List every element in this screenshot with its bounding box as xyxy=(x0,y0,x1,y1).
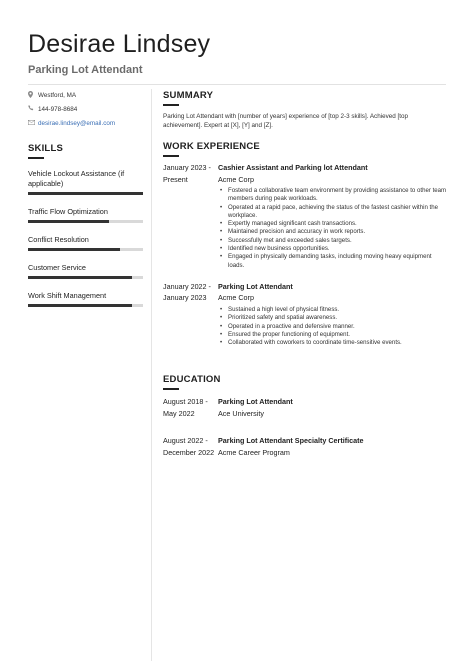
skill-item xyxy=(28,235,146,251)
bullet-item: • Engaged in physically demanding tasks, including moving heavy equipment loads. xyxy=(218,253,447,270)
education-degree: Parking Lot Attendant Specialty Certificate xyxy=(218,436,364,445)
bullet-item: • Prioritized safety and spatial awareness. xyxy=(218,314,447,322)
bullet-item: • Collaborated with coworkers to coordinate time-sensitive events. xyxy=(218,339,447,347)
skill-level-bar xyxy=(28,276,143,279)
skill-label: Conflict Resolution xyxy=(28,235,89,244)
job-entry xyxy=(163,162,447,270)
education-degree: Parking Lot Attendant xyxy=(218,397,293,406)
skill-item xyxy=(28,263,146,279)
heading-underline xyxy=(163,155,179,157)
education-heading: EDUCATION xyxy=(163,374,221,385)
heading-underline xyxy=(163,104,179,106)
skill-level-bar xyxy=(28,304,143,307)
skill-level-bar xyxy=(28,248,143,251)
education-section xyxy=(163,374,447,458)
email-link[interactable]: desirae.lindsey@email.com xyxy=(38,119,116,127)
location-text: Westford, MA xyxy=(38,91,77,99)
bullet-item: • Sustained a high level of physical fitness. xyxy=(218,306,447,314)
education-entry xyxy=(163,396,447,419)
bullet-item: • Operated in a proactive and defensive manner. xyxy=(218,323,447,331)
job-company: Acme Corp xyxy=(218,293,254,303)
phone-icon xyxy=(28,105,38,113)
skill-item xyxy=(28,291,146,307)
skill-level-bar xyxy=(28,192,143,195)
job-date: January 2022 - January 2023 xyxy=(163,281,211,303)
experience-heading: WORK EXPERIENCE xyxy=(163,141,260,152)
bullet-item: • Successfully met and exceeded sales targets. xyxy=(218,237,447,245)
bullet-item: • Maintained precision and accuracy in work reports. xyxy=(218,228,447,236)
skill-level-fill xyxy=(28,276,132,279)
skill-label: Customer Service xyxy=(28,263,86,272)
skill-level-fill xyxy=(28,248,120,251)
job-title: Parking Lot Attendant xyxy=(28,64,143,76)
summary-heading: SUMMARY xyxy=(163,90,214,101)
skill-item xyxy=(28,207,146,223)
job-entry xyxy=(163,281,447,347)
job-company: Acme Corp xyxy=(218,174,254,184)
skill-level-fill xyxy=(28,220,109,223)
skill-label: Work Shift Management xyxy=(28,291,107,300)
phone-text: 144-978-8684 xyxy=(38,105,78,113)
job-bullets xyxy=(218,306,447,347)
experience-section xyxy=(163,141,447,347)
contact-phone xyxy=(28,102,146,116)
summary-text: Parking Lot Attendant with [number of years] experience of [top 2-3 skills]. Achieved [top achievement]. Expert at [X], [Y] and [Z]. xyxy=(163,113,409,129)
education-date: August 2022 - December 2022 xyxy=(163,436,215,457)
header-divider xyxy=(28,84,446,85)
column-divider xyxy=(151,89,152,661)
location-pin-icon xyxy=(28,91,38,100)
education-entry xyxy=(163,435,447,458)
contact-email[interactable] xyxy=(28,116,146,130)
skills-heading: SKILLS xyxy=(28,143,63,154)
skill-level-fill xyxy=(28,192,143,195)
job-bullets xyxy=(218,187,447,270)
bullet-item: • Fostered a collaborative team environment by providing assistance to other team members during peak workloads. xyxy=(218,187,447,204)
candidate-name: Desirae Lindsey xyxy=(28,30,211,58)
job-position: Parking Lot Attendant xyxy=(218,281,293,291)
job-position: Cashier Assistant and Parking lot Attendant xyxy=(218,163,368,172)
skill-item xyxy=(28,169,146,195)
heading-underline xyxy=(163,388,179,390)
education-school: Acme Career Program xyxy=(218,447,290,457)
education-date: August 2018 - May 2022 xyxy=(163,397,208,418)
summary-section xyxy=(163,90,447,130)
skill-level-bar xyxy=(28,220,143,223)
resume-header xyxy=(28,30,210,76)
skill-level-fill xyxy=(28,304,132,307)
bullet-item: • Identified new business opportunities. xyxy=(218,245,447,253)
bullet-item: • Ensured the proper functioning of equipment. xyxy=(218,331,447,339)
education-school: Ace University xyxy=(218,408,264,418)
contact-info xyxy=(28,88,146,130)
contact-location xyxy=(28,88,146,102)
bullet-item: • Operated at a rapid pace, achieving the status of the fastest cashier within the workplace. xyxy=(218,204,447,221)
skill-label: Vehicle Lockout Assistance (if applicable) xyxy=(28,169,125,188)
bullet-item: • Expertly managed significant cash transactions. xyxy=(218,220,447,228)
heading-underline xyxy=(28,157,44,159)
envelope-icon xyxy=(28,120,38,127)
skills-section xyxy=(28,143,146,307)
job-date: January 2023 - Present xyxy=(163,163,211,184)
skill-label: Traffic Flow Optimization xyxy=(28,207,108,216)
